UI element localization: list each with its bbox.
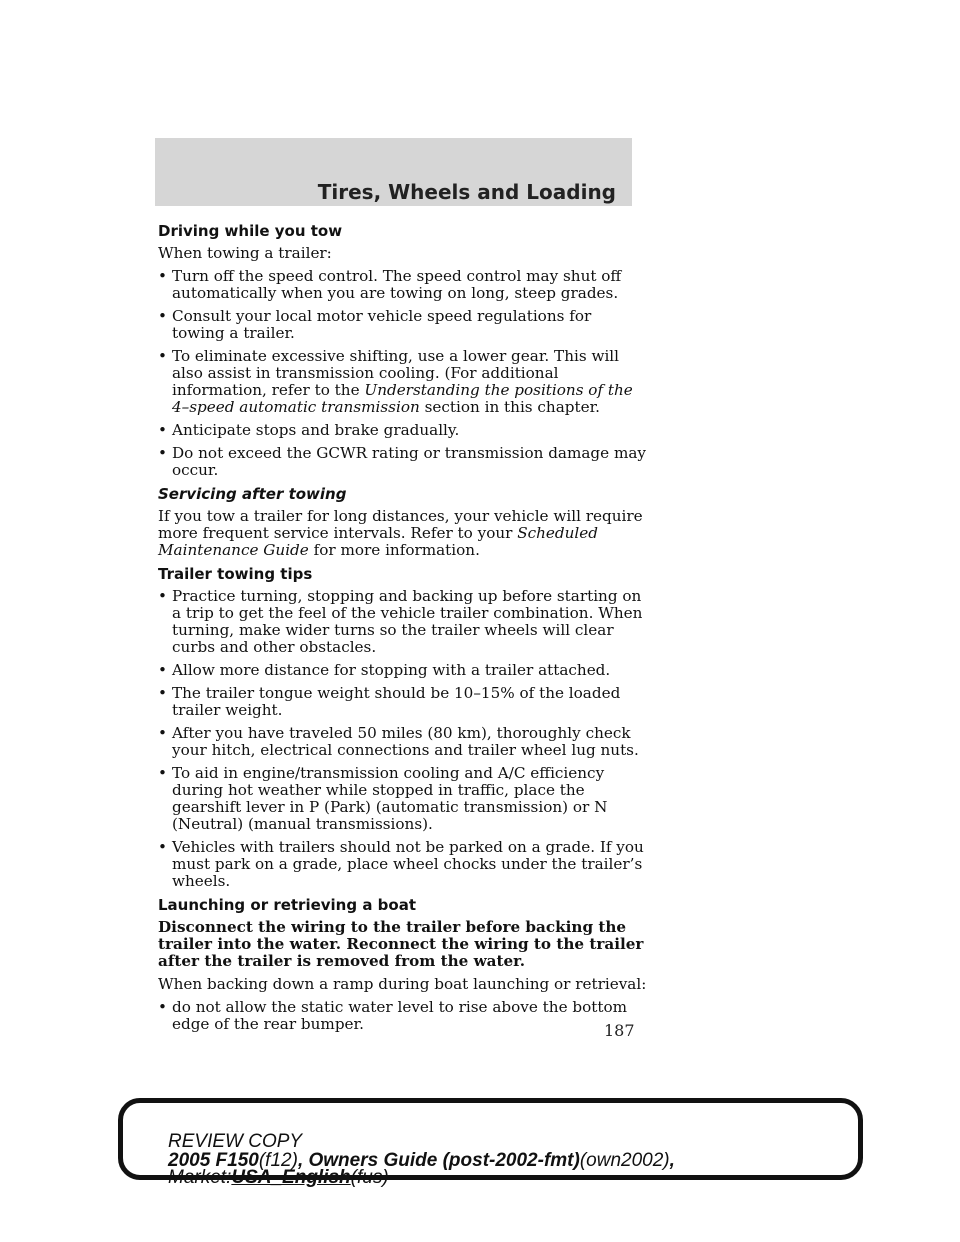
separator: , [669,1150,675,1171]
heading-driving-while-you-tow: Driving while you tow [158,222,343,240]
servicing-paragraph [158,508,648,559]
market-label: Market: [168,1167,232,1188]
list-item: • Practice turning, stopping and backing up before starting on a trip to get the feel of the vehicle trailer combination. When turning, make wider turns so the trailer wheels will clear curbs and other obstacles. [158,588,648,656]
separator: , [297,1150,309,1171]
list-item: • Vehicles with trailers should not be parked on a grade. If you must park on a grade, place wheel chocks under the trailer’s wheels. [158,839,648,890]
tips-bullet-list [158,588,648,890]
cross-reference: Understanding the positions of the 4–speed automatic transmission [172,381,633,416]
list-item: • Allow more distance for stopping with a trailer attached. [158,662,648,679]
market-code: (fus) [350,1167,389,1188]
list-item: • Turn off the speed control. The speed control may shut off automatically when you are towing on long, steep grades. [158,268,648,302]
page-number: 187 [604,1021,635,1040]
market-line [168,1167,389,1189]
model-code: (f12) [258,1150,298,1171]
list-item: • Do not exceed the GCWR rating or transmission damage may occur. [158,445,648,479]
bullet-text: section in this chapter. [419,398,600,416]
list-item: • The trailer tongue weight should be 10–15% of the loaded trailer weight. [158,685,648,719]
paragraph-text: for more information. [308,541,480,559]
list-item: • do not allow the static water level to rise above the bottom edge of the rear bumper. [158,999,648,1033]
list-item: • After you have traveled 50 miles (80 km), thoroughly check your hitch, electrical connections and trailer wheel lug nuts. [158,725,648,759]
heading-launching-retrieving-boat: Launching or retrieving a boat [158,896,417,914]
list-item: • Anticipate stops and brake gradually. [158,422,648,439]
page-content [158,222,648,1039]
driving-intro: When towing a trailer: [158,244,332,262]
guide-name: Owners Guide (post-2002-fmt) [308,1150,580,1171]
section-header-band [155,138,632,206]
review-copy-label: REVIEW COPY [168,1131,303,1152]
heading-servicing-after-towing: Servicing after towing [158,485,347,503]
boat-bullet-list [158,999,648,1033]
review-copy-box [118,1098,863,1188]
list-item: • To aid in engine/transmission cooling and A/C efficiency during hot weather while stopped in traffic, place the gearshift lever in P (Park) (automatic transmission) or N (Neutral) (manual transmissions). [158,765,648,833]
bullet-text: To eliminate excessive shifting, use a lower gear. This will also assist in transmission cooling. (For additional information, refer to the [172,347,620,399]
market-name: USA_English [231,1167,351,1188]
boat-intro: When backing down a ramp during boat launching or retrieval: [158,975,647,993]
section-title: Tires, Wheels and Loading [317,180,616,204]
heading-trailer-towing-tips: Trailer towing tips [158,565,313,583]
list-item: • Consult your local motor vehicle speed regulations for towing a trailer. [158,308,648,342]
paragraph-text: If you tow a trailer for long distances, your vehicle will require more frequent service intervals. Refer to your [158,507,643,542]
boat-warning: Disconnect the wiring to the trailer before backing the trailer into the water. Reconnect the wiring to the trailer after the trailer is removed from the water. [158,918,644,970]
cross-reference: Scheduled Maintenance Guide [158,524,598,559]
driving-bullet-list [158,268,648,479]
list-item [158,348,648,416]
guide-code: (own2002) [579,1150,670,1171]
model-name: 2005 F150 [168,1150,259,1171]
